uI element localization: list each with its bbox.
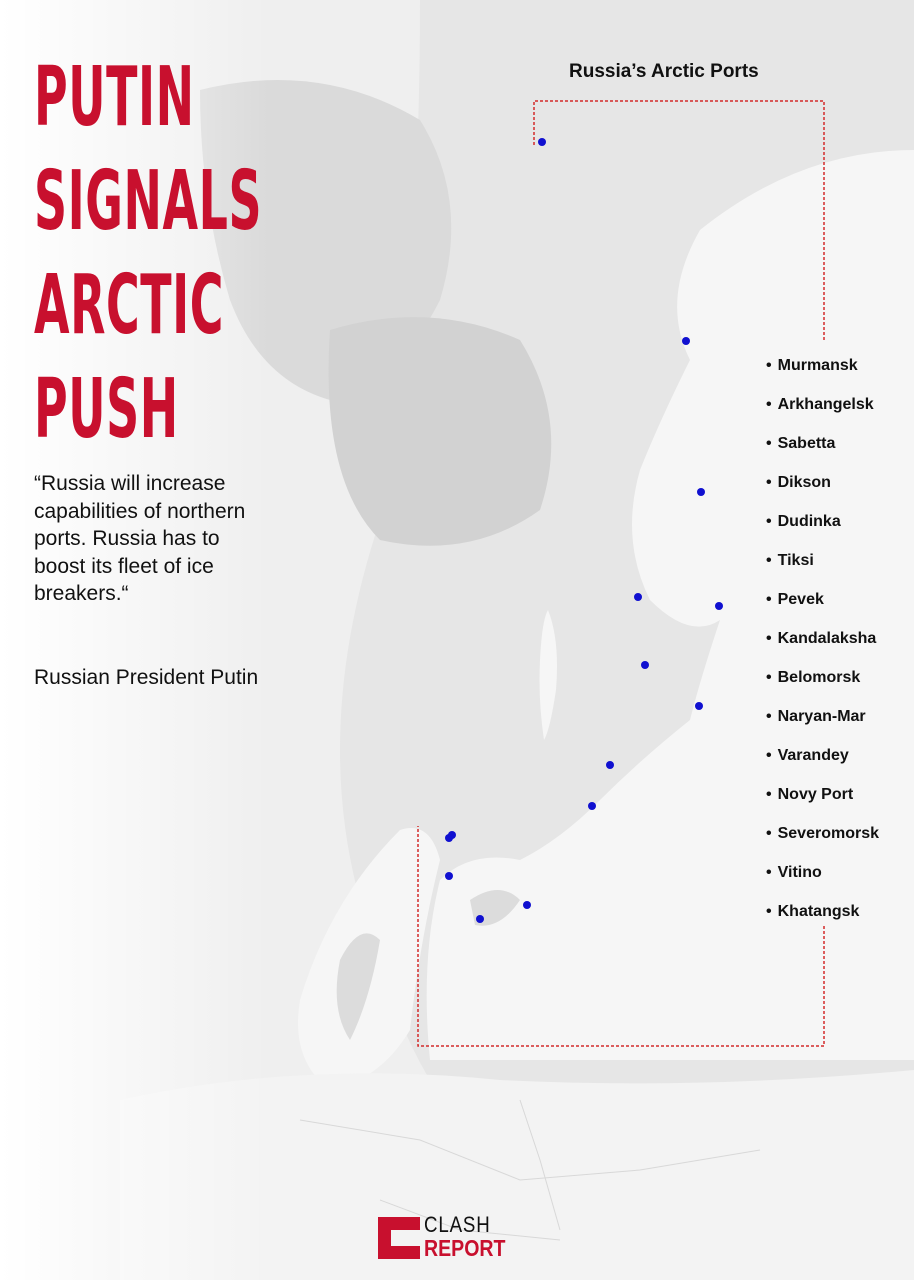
logo-text-clash: CLASH [424, 1212, 491, 1237]
port-list-item: • Arkhangelsk [766, 393, 879, 432]
port-list-item: • Severomorsk [766, 822, 879, 861]
port-marker [697, 488, 705, 496]
port-marker [641, 661, 649, 669]
headline-line: ARCTIC [34, 258, 225, 353]
port-marker [445, 872, 453, 880]
port-marker [715, 602, 723, 610]
headline-line: PUTIN [34, 50, 195, 145]
port-list-item: • Dudinka [766, 510, 879, 549]
port-list-item: • Vitino [766, 861, 879, 900]
putin-quote: “Russia will increase capabilities of northern ports. Russia has to boost its fleet of ice breakers.“ [34, 472, 246, 605]
port-marker [682, 337, 690, 345]
port-marker [538, 138, 546, 146]
map-title: Russia’s Arctic Ports [569, 61, 759, 82]
port-list-item: • Belomorsk [766, 666, 879, 705]
port-list-item: • Pevek [766, 588, 879, 627]
port-list-item: • Varandey [766, 744, 879, 783]
port-marker [448, 831, 456, 839]
port-list-item: • Tiksi [766, 549, 879, 588]
port-marker [634, 593, 642, 601]
port-list-item: • Dikson [766, 471, 879, 510]
headline-line: SIGNALS [34, 154, 263, 249]
port-list-item: • Murmansk [766, 354, 879, 393]
logo-text-report: REPORT [424, 1235, 506, 1261]
port-list [766, 354, 879, 939]
port-list-item: • Novy Port [766, 783, 879, 822]
port-marker [695, 702, 703, 710]
port-list-item: • Khatangsk [766, 900, 879, 939]
port-marker [606, 761, 614, 769]
port-list-item: • Sabetta [766, 432, 879, 471]
port-list-item: • Naryan-Mar [766, 705, 879, 744]
port-marker [476, 915, 484, 923]
clash-report-logo [378, 1213, 538, 1261]
port-marker [523, 901, 531, 909]
quote-attribution: Russian President Putin [34, 666, 259, 689]
clash-report-logo-icon [378, 1217, 420, 1259]
port-marker [588, 802, 596, 810]
headline-line: PUSH [34, 362, 179, 457]
headline [34, 46, 262, 462]
port-list-item: • Kandalaksha [766, 627, 879, 666]
